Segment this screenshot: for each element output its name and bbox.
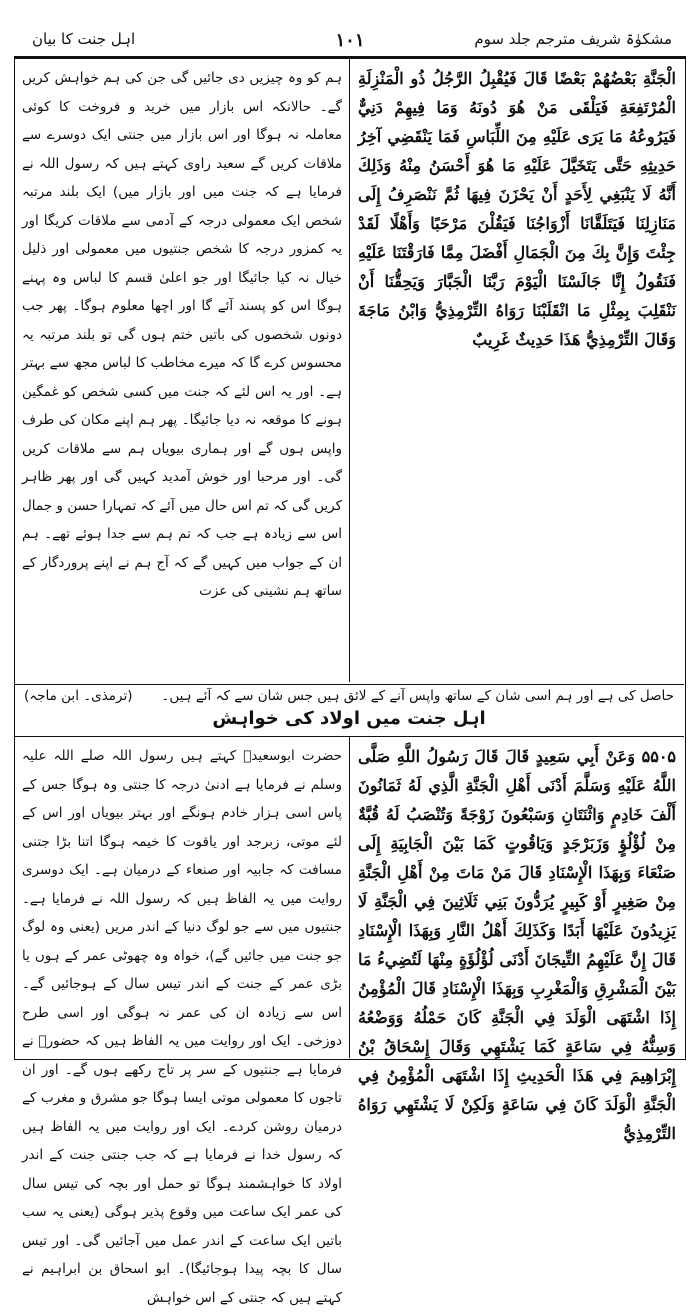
arabic-text-lower [358, 742, 676, 1143]
section-rule-bottom [14, 736, 684, 737]
source-reference: (ترمذی۔ ابن ماجہ) [24, 688, 133, 704]
document-page [14, 8, 686, 1306]
urdu-paragraph-upper: ہم کو وہ چیزیں دی جائیں گی جن کی ہم خواہش کریں گے۔ حالانکہ اس بازار میں خرید و فروخت کا کوئی معاملہ نہ ہوگا اور اس بازار میں جنتی ایک دوسرے سے ملاقات کریں گے سعید راوی کہتے ہیں کہ رسول اللہ نے فرمایا ہے کہ جنت میں اور بازار میں) ایک بلند مرتبہ شخص ایک معمولی درجہ کے آدمی سے ملاقات کریگا اور یہ کمزور درجہ کا شخص جنتیوں میں معمولی اور ذلیل خیال نہ کیا جائیگا اور جو اعلیٰ قسم کا لباس وہ پہنے ہوگا اس کو پسند آئے گا اور اچھا معلوم ہوگا۔ پھر جب دونوں شخصوں کی باتیں ختم ہوں گی تو بلند مرتبہ یہ محسوس کرے گا کہ میرے مخاطب کا لباس مجھ سے بہتر ہے۔ اور یہ اس لئے کہ جنت میں کسی شخص کو غمگین ہونے کا موقعہ نہ دیا جائیگا۔ پھر ہم اپنے مکان کی طرف واپس ہوں گے اور ہماری بیویاں ہم سے ملاقات کریں گی۔ اور مرحبا اور خوش آمدید کہیں گی اور پھر ظاہر کریں گی کہ تم اس حال میں آئے کہ تمہارا حسن و جمال اس سے زیادہ ہے جب کہ تم ہم سے جدا ہوئے تھے۔ ہم ان کے جواب میں کہیں گے کہ آج ہم نے اپنے پروردگار کے ساتھ ہم نشینی کی عزت [22, 70, 342, 599]
urdu-translation-lower [22, 742, 342, 1306]
arabic-hadith-lower: ۵۵۰۵ وَعَنْ أَبِي سَعِيدٍ قَالَ قَالَ رَسُولُ اللَّهِ صَلَّى اللَّهُ عَلَيْهِ وَسَلَّمَ أَدْنَى أَهْلِ الْجَنَّةِ الَّذِي لَهُ ثَمَانُونَ أَلْفَ خَادِمٍ وَاثْنَتَانِ وَسَبْعُونَ زَوْجَةً وَتُنْصَبُ لَهُ قُبَّةٌ مِنْ لُؤْلُؤٍ وَزَبَرْجَدٍ وَيَاقُوتٍ كَمَا بَيْنَ الْجَابِيَةِ إِلَى صَنْعَاءَ وَبِهَذَا الْإِسْنَادِ قَالَ مَنْ مَاتَ مِنْ أَهْلِ الْجَنَّةِ مِنْ صَغِيرٍ أَوْ كَبِيرٍ يُرَدُّونَ بَنِي ثَلَاثِينَ فِي الْجَنَّةِ لَا يَزِيدُونَ عَلَيْهَا أَبَدًا وَكَذَلِكَ أَهْلُ النَّارِ وَبِهَذَا الْإِسْنَادِ قَالَ إِنَّ عَلَيْهِمُ التِّيجَانَ أَدْنَى لُؤْلُؤَةٍ مِنْهَا لَتُضِيءُ مَا بَيْنَ الْمَشْرِقِ وَالْمَغْرِبِ وَبِهَذَا الْإِسْنَادِ قَالَ الْمُؤْمِنُ إِذَا اشْتَهَى الْوَلَدَ فِي الْجَنَّةِ كَانَ حَمْلُهُ وَوَضْعُهُ وَسِنُّهُ فِي سَاعَةٍ كَمَا يَشْتَهِي وَقَالَ إِسْحَاقُ بْنُ إِبْرَاهِيمَ فِي هَذَا الْحَدِيثِ إِذَا اشْتَهَى الْمُؤْمِنُ فِي الْجَنَّةِ الْوَلَدَ كَانَ فِي سَاعَةٍ وَلَكِنْ لَا يَشْتَهِي رَوَاهُ التِّرْمِذِيُّ [358, 747, 676, 1143]
urdu-paragraph-lower: حضرت ابوسعیدؓ کہتے ہیں رسول اللہ صلے اللہ علیہ وسلم نے فرمایا ہے ادنیٰ درجہ کا جنتی وہ ہوگا جس کے پاس اسی ہزار خادم ہونگے اور بہتر بیویاں اور اس کے لئے موتی، زبرجد اور یاقوت کا خیمہ ہوگا اتنا بڑا جتنی مسافت کہ جابیہ اور صنعاء کے درمیان ہے۔ ایک دوسری روایت میں یہ الفاظ ہیں کہ رسول اللہ نے فرمایا ہے۔ جنتیوں میں سے جو لوگ دنیا کے اندر مریں (یعنی وہ لوگ جو جنت میں جائیں گے)، خواہ وہ چھوٹی عمر کے ہوں یا بڑی عمر کے جنت کے اندر تیس سال کے ہوجائیں گے۔ اس سے زیادہ ان کی عمر نہ ہوگی اور اسی طرح دوزخی۔ ایک اور روایت میں یہ الفاظ ہیں کہ حضورؐ نے فرمایا ہے جنتیوں کے سر پر تاج رکھے ہوں گے۔ اور ان تاجوں کا معمولی موتی ایسا ہوگا جو مشرق و مغرب کے درمیان روشن کردے۔ ایک اور روایت میں یہ الفاظ ہیں کہ رسول خدا نے فرمایا ہے کہ جب جنتی جنت کے اندر اولاد کا خواہشمند ہوگا تو حمل اور بچہ کی تیس سال کی عمر ایک ساعت میں وقوع پذیر ہوگی (یعنی یہ سب باتیں ایک ساعت کے اندر عمل میں آجائیں گی۔ اور تیس سال کا بچہ پیدا ہوجائیگا)۔ ابو اسحاق بن ابراہیم نے کہتے ہیں کہ جنتی کے اس خواہش [22, 748, 342, 1306]
continuation-line [24, 688, 674, 704]
page-number: ۱۰۱ [335, 30, 365, 51]
urdu-translation-upper [22, 64, 342, 682]
page-header [14, 8, 686, 50]
book-title: مشکوٰۃ شریف مترجم جلد سوم [474, 30, 672, 48]
continuation-text: حاصل کی ہے اور ہم اسی شان کے ساتھ واپس آنے کے لائق ہیں جس شان سے کہ آئے ہیں۔ [161, 688, 674, 704]
arabic-text-upper [358, 64, 676, 682]
chapter-title: اہل جنت کا بیان [32, 30, 136, 48]
column-divider-upper [349, 58, 350, 682]
arabic-hadith-upper: الْجَنَّةِ بَعْضُهُمْ بَعْضًا قَالَ فَيُقْبِلُ الرَّجُلُ ذُو الْمَنْزِلَةِ الْمُرْتَفِعَةِ فَيَلْقَى مَنْ هُوَ دُونَهُ وَمَا فِيهِمْ دَنِيٌّ فَيَرُوعُهُ مَا يَرَى عَلَيْهِ مِنَ اللِّبَاسِ فَمَا يَنْقَضِي آخِرُ حَدِيثِهِ حَتَّى يَتَخَيَّلَ عَلَيْهِ مَا هُوَ أَحْسَنُ مِنْهُ وَذَلِكَ أَنَّهُ لَا يَنْبَغِي لِأَحَدٍ أَنْ يَحْزَنَ فِيهَا ثُمَّ نَنْصَرِفُ إِلَى مَنَازِلِنَا فَيَتَلَقَّانَا أَزْوَاجُنَا فَيَقُلْنَ مَرْحَبًا وَأَهْلًا لَقَدْ جِئْتَ وَإِنَّ بِكَ مِنَ الْجَمَالِ أَفْضَلَ مِمَّا فَارَقْتَنَا عَلَيْهِ فَنَقُولُ إِنَّا جَالَسْنَا الْيَوْمَ رَبَّنَا الْجَبَّارَ وَيَحِقُّنَا أَنْ نَنْقَلِبَ بِمِثْلِ مَا انْقَلَبْنَا رَوَاهُ التِّرْمِذِيُّ وَابْنُ مَاجَةَ وَقَالَ التِّرْمِذِيُّ هَذَا حَدِيثٌ غَرِيبٌ [358, 69, 676, 349]
section-rule-top [14, 684, 684, 685]
column-divider-lower [349, 736, 350, 1058]
section-heading: اہل جنت میں اولاد کی خواہش [212, 708, 486, 729]
